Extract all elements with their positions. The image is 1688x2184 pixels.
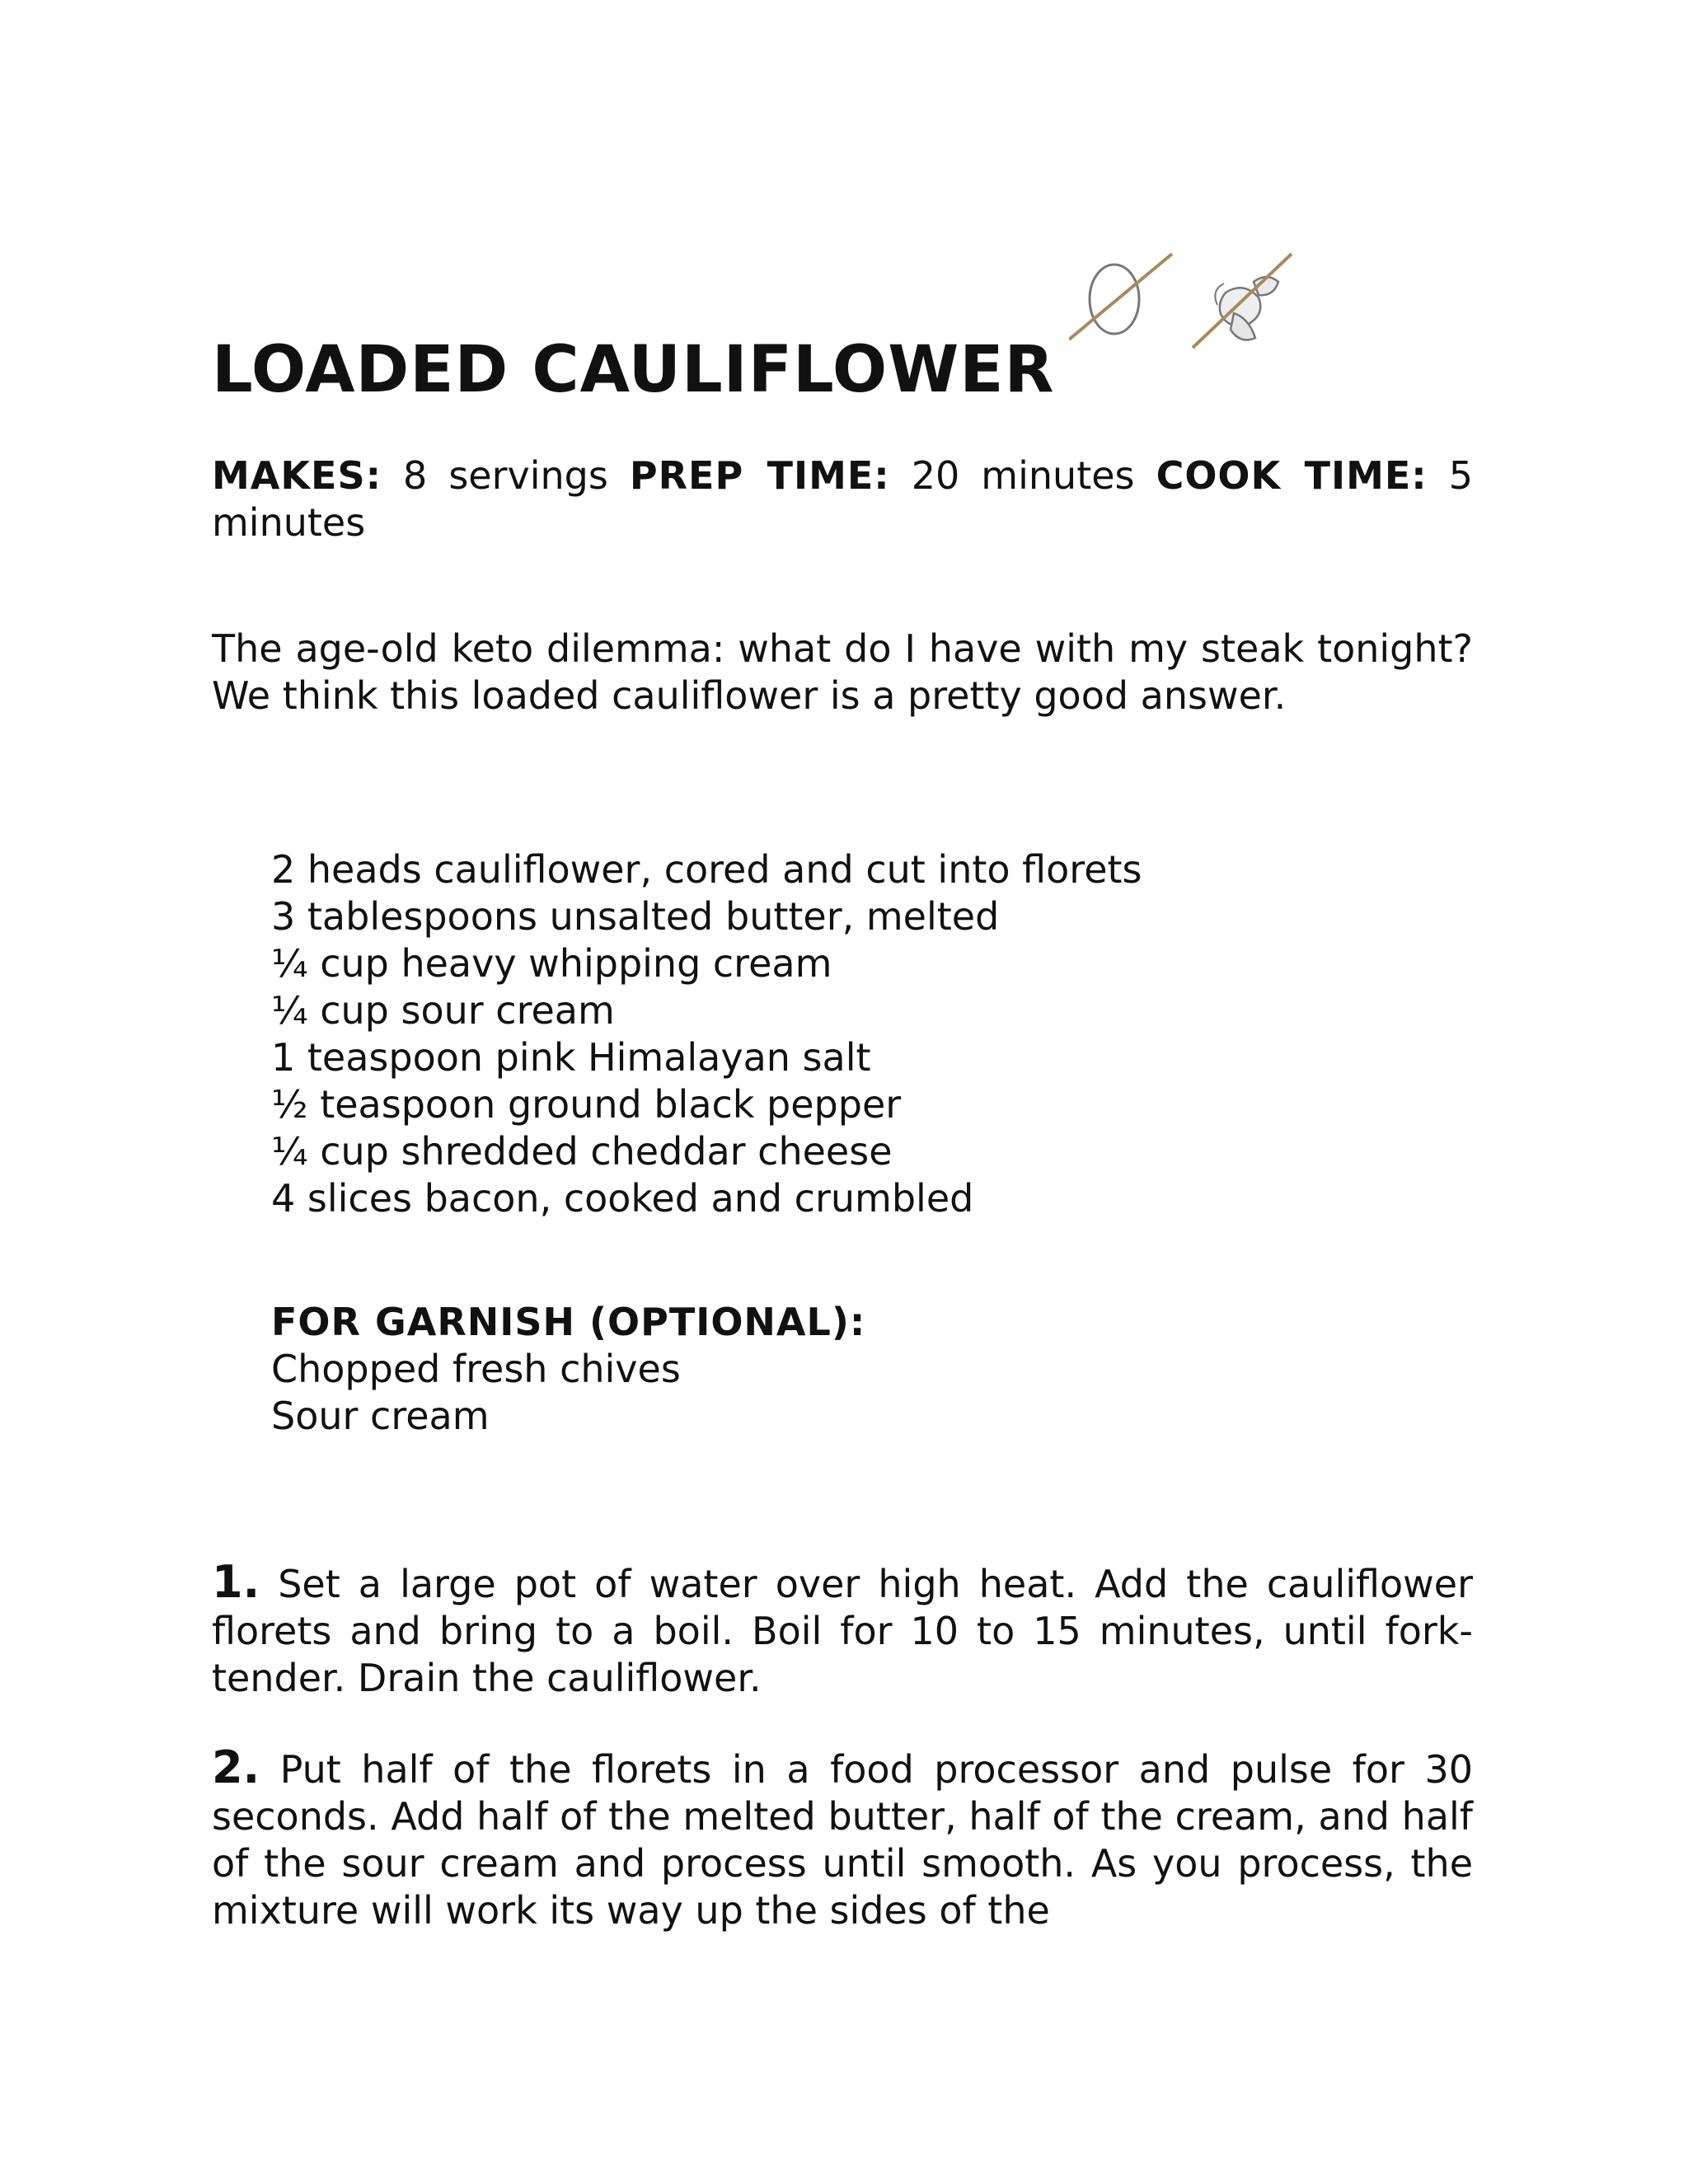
garnish-section — [271, 1299, 865, 1440]
no-egg-icon — [1069, 254, 1172, 340]
makes-label: MAKES: — [212, 453, 382, 498]
cook-time-value: 5 minutes — [212, 453, 1474, 545]
step-text: Put half of the florets in a food processor and pulse for 30 seconds. Add half of the melted butter, half of the cream, and half of the sour cream and process until smooth. As you process, the mixture will work its way up the sides of the — [212, 1747, 1473, 1933]
cook-time-label: COOK TIME: — [1156, 453, 1428, 498]
ingredient-item: 1 teaspoon pink Himalayan salt — [271, 1035, 871, 1080]
recipe-intro: The age-old keto dilemma: what do I have with my steak tonight? We think this loaded cauliflower is a pretty good answer. — [212, 626, 1473, 718]
ingredient-item: ¼ cup shredded cheddar cheese — [271, 1129, 893, 1174]
garnish-heading: FOR GARNISH (OPTIONAL): — [271, 1300, 866, 1344]
ingredient-item: ½ teaspoon ground black pepper — [271, 1082, 902, 1127]
ingredient-item: 3 tablespoons unsalted butter, melted — [271, 894, 1000, 939]
no-nut-icon — [1193, 254, 1292, 348]
prep-time-value: 20 minutes — [911, 453, 1135, 498]
makes-value: 8 servings — [403, 453, 608, 498]
title-row — [212, 247, 1473, 408]
garnish-list — [271, 1346, 865, 1440]
step-number: 2. — [212, 1741, 260, 1793]
instruction-step — [212, 1741, 1473, 1934]
ingredient-item: ¼ cup sour cream — [271, 988, 615, 1033]
ingredient-item: 4 slices bacon, cooked and crumbled — [271, 1176, 974, 1221]
recipe-meta — [212, 452, 1473, 546]
diet-icons — [1069, 247, 1300, 363]
ingredient-item: 2 heads cauliflower, cored and cut into florets — [271, 847, 1142, 892]
ingredient-item: ¼ cup heavy whipping cream — [271, 941, 832, 986]
prep-time-label: PREP TIME: — [629, 453, 890, 498]
recipe-title: LOADED CAULIFLOWER — [212, 333, 1055, 408]
garnish-item: Chopped fresh chives — [271, 1347, 681, 1391]
step-text: Set a large pot of water over high heat. Add the cauliflower florets and bring to a boil. Boil for 10 to 15 minutes, until fork-tender. Drain the cauliflower. — [212, 1562, 1474, 1700]
step-number: 1. — [212, 1556, 260, 1608]
instruction-step — [212, 1558, 1473, 1702]
garnish-item: Sour cream — [271, 1394, 490, 1438]
ingredient-list — [271, 846, 1142, 1222]
